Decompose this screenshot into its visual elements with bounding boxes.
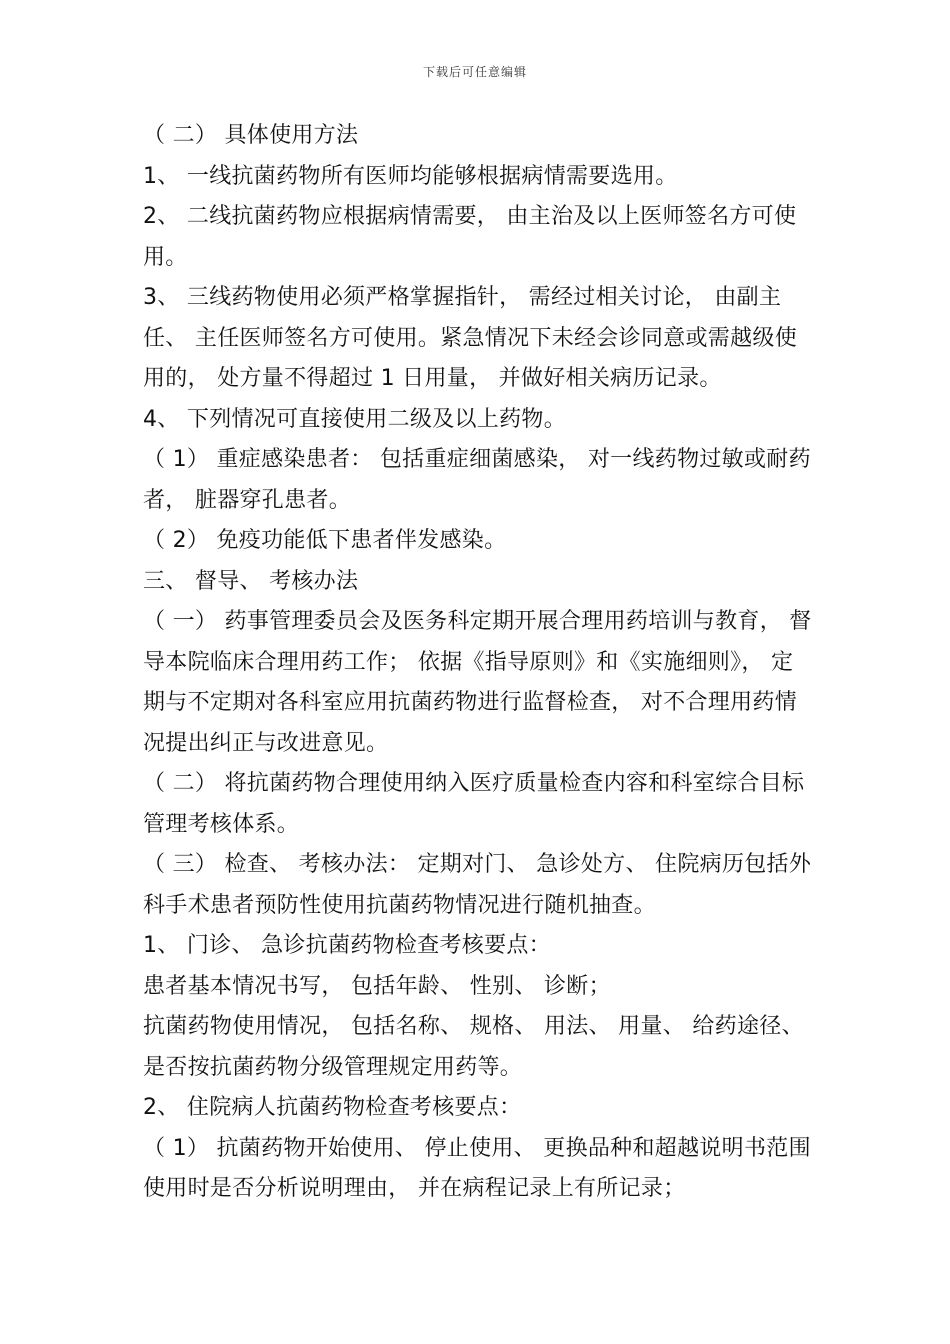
paragraph: 4、 下列情况可直接使用二级及以上药物。: [143, 406, 566, 432]
paragraph: （ 三） 检查、 考核办法： 定期对门、 急诊处方、 住院病历包括外科手术患者预防性使用抗菌药物情况进行随机抽查。: [143, 852, 812, 918]
paragraph: 1、 一线抗菌药物所有医师均能够根据病情需要选用。: [143, 163, 678, 189]
paragraph: 1、 门诊、 急诊抗菌药物检查考核要点：: [143, 933, 551, 958]
document-body: [143, 116, 813, 1210]
paragraph: 3、 三线药物使用必须严格掌握指针， 需经过相关讨论， 由副主任、 主任医师签名方可使用。紧急情况下未经会诊同意或需越级使用的， 处方量不得超过 1 日用量， 并做好相关病历记录。: [143, 285, 797, 391]
paragraph: （ 1） 抗菌药物开始使用、 停止使用、 更换品种和超越说明书范围使用时是否分析说明理由， 并在病程记录上有所记录；: [143, 1135, 811, 1201]
paragraph: 2、 二线抗菌药物应根据病情需要， 由主治及以上医师签名方可使用。: [143, 204, 797, 270]
page-header: 下载后可任意编辑: [422, 65, 527, 79]
paragraph: （ 一） 药事管理委员会及医务科定期开展合理用药培训与教育， 督导本院临床合理用药工作； 依据《指导原则》和《实施细则》， 定期与不定期对各科室应用抗菌药物进行监督检查， 对不合理用药情况提出纠正与改进意见。: [143, 609, 812, 756]
paragraph: 抗菌药物使用情况， 包括名称、 规格、 用法、 用量、 给药途径、 是否按抗菌药物分级管理规定用药等。: [143, 1014, 804, 1080]
section-heading-supervision: 三、 督导、 考核办法: [143, 568, 359, 594]
paragraph: 2、 住院病人抗菌药物检查考核要点：: [143, 1095, 522, 1120]
paragraph: （ 2） 免疫功能低下患者伴发感染。: [143, 528, 507, 553]
paragraph: （ 1） 重症感染患者： 包括重症细菌感染， 对一线药物过敏或耐药者， 脏器穿孔患者。: [143, 447, 811, 513]
paragraph: （ 二） 将抗菌药物合理使用纳入医疗质量检查内容和科室综合目标管理考核体系。: [143, 771, 805, 837]
paragraph: 患者基本情况书写， 包括年龄、 性别、 诊断；: [143, 973, 611, 999]
section-heading-usage-methods: （ 二） 具体使用方法: [143, 123, 359, 148]
